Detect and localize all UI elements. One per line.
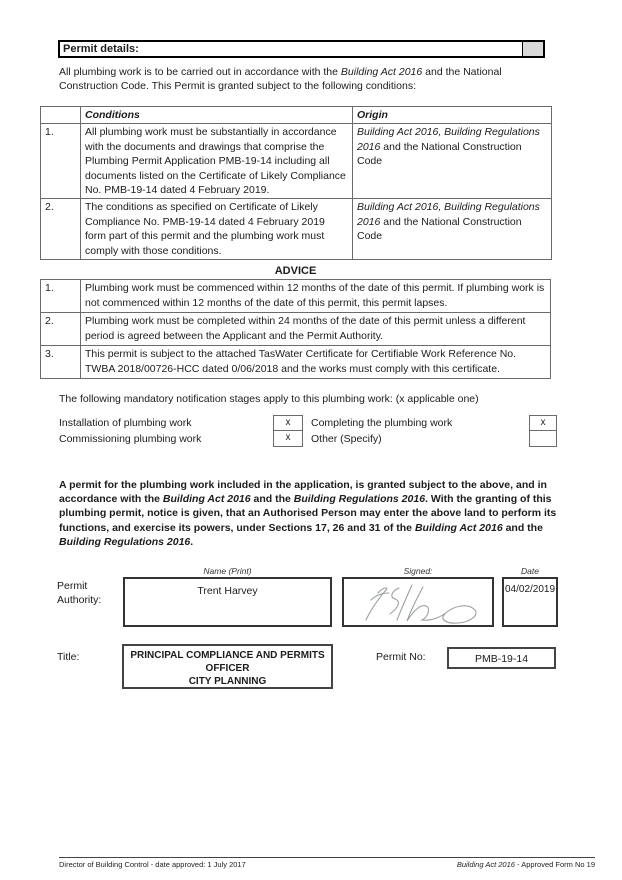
conditions-column-header: Conditions (81, 107, 353, 124)
checkbox-commissioning: x (273, 430, 303, 447)
table-row (41, 346, 551, 379)
notification-instruction: The following mandatory notification stages apply to this plumbing work: (x applicable one) (59, 393, 479, 406)
condition-origin: Building Act 2016, Building Regulations 2016 and the National Construction Code (353, 124, 552, 199)
intro-paragraph: All plumbing work is to be carried out in accordance with the Building Act 2016 and the National Construction Code. This Permit is granted subject to the following conditions: (59, 66, 502, 92)
grant-paragraph: A permit for the plumbing work included in the application, is granted subject to the above, and in accordance with the Building Act 2016 and the Building Regulations 2016. With the granting of this plumbing permit, notice is given, that an Authorised Person may enter the above land to perform its functions, and exercise its powers, under Sections 17, 26 and 31 of the Building Act 2016 and the Building Regulations 2016. (59, 479, 557, 548)
advice-number: 2. (41, 313, 81, 346)
advice-text: Plumbing work must be commenced within 12 months of the date of this permit. If plumbing work is not commenced within 12 months of the date of this permit, this permit lapses. (81, 280, 551, 313)
date-header: Date (521, 566, 539, 577)
option-label-installation: Installation of plumbing work (59, 417, 192, 430)
conditions-header-row (41, 107, 552, 124)
signatory-section (0, 566, 622, 632)
condition-text: All plumbing work must be substantially in accordance with the documents and drawings that comprise the Plumbing Permit Application PMB-19-14 including all documents listed on the Certificate of Likely Compliance No. PMB-19-14 dated 4 February 2019. (81, 124, 353, 199)
permit-details-title: Permit details: (63, 43, 139, 55)
checkbox-installation: x (273, 415, 303, 431)
advice-number: 1. (41, 280, 81, 313)
condition-number: 2. (41, 199, 81, 260)
table-row (41, 199, 552, 260)
title-line: PRINCIPAL COMPLIANCE AND PERMITS (130, 650, 325, 662)
option-label-commissioning: Commissioning plumbing work (59, 433, 202, 446)
advice-text: This permit is subject to the attached TasWater Certificate for Certifiable Work Reference No. TWBA 2018/00726-HCC dated 0/06/2018 and the works must comply with this certificate. (81, 346, 551, 379)
conditions-table (40, 106, 552, 260)
title-line: OFFICER (205, 663, 250, 675)
permit-details-header (58, 40, 545, 58)
notification-options (59, 415, 557, 447)
permit-authority-label: Permit Authority: (57, 580, 102, 607)
condition-number: 1. (41, 124, 81, 199)
condition-text: The conditions as specified on Certificate of Likely Compliance No. PMB-19-14 dated 4 February 2019 form part of this permit and the plumbing work must comply with those conditions. (81, 199, 353, 260)
condition-origin: Building Act 2016, Building Regulations 2016 and the National Construction Code (353, 199, 552, 260)
notification-row (59, 415, 557, 431)
advice-table (40, 279, 551, 379)
advice-text: Plumbing work must be completed within 24 months of the date of this permit unless a different period is agreed between the Applicant and the Permit Authority. (81, 313, 551, 346)
header-shaded-cell (522, 42, 543, 56)
title-field (122, 644, 333, 689)
permit-no-field: PMB-19-14 (447, 647, 556, 669)
date-field: 04/02/2019 (502, 577, 558, 627)
conditions-num-header (41, 107, 81, 124)
advice-heading: ADVICE (274, 265, 317, 278)
footer-left-text: Director of Building Control - date approved: 1 July 2017 (59, 860, 246, 869)
option-label-completing: Completing the plumbing work (311, 417, 453, 430)
title-section (0, 644, 622, 700)
signature-field (342, 577, 494, 627)
title-label: Title: (57, 651, 80, 664)
option-label-other: Other (Specify) (311, 433, 382, 446)
table-row (41, 280, 551, 313)
permit-no-label: Permit No: (376, 651, 426, 664)
checkbox-completing: x (529, 415, 557, 431)
authority-name-field: Trent Harvey (123, 577, 332, 627)
table-row (41, 124, 552, 199)
signature-image (344, 579, 492, 625)
checkbox-other (529, 430, 557, 447)
advice-number: 3. (41, 346, 81, 379)
footer-right-text: Building Act 2016 - Approved Form No 19 (456, 860, 595, 869)
notification-row (59, 431, 557, 447)
table-row (41, 313, 551, 346)
page-footer (59, 857, 595, 869)
title-line: CITY PLANNING (188, 676, 267, 688)
origin-column-header: Origin (353, 107, 552, 124)
name-print-header: Name (Print) (203, 566, 252, 577)
signed-header: Signed: (403, 566, 433, 577)
